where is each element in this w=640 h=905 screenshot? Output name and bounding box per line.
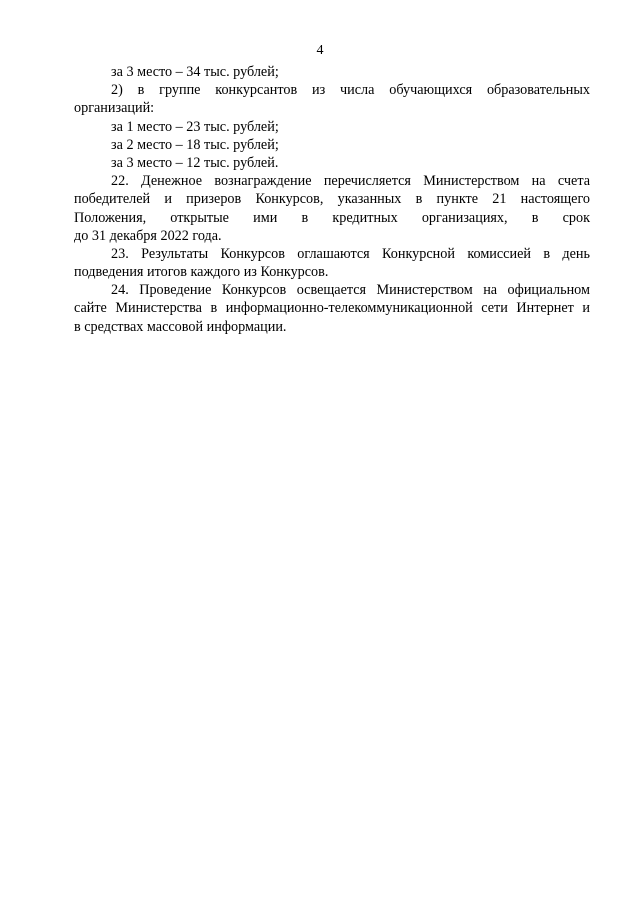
document-body [74,63,590,336]
text-line: 22. Денежное вознаграждение перечисляется Министерством на счета [111,173,590,190]
text-line: за 3 место – 12 тыс. рублей. [111,154,279,171]
text-line: 24. Проведение Конкурсов освещается Министерством на официальном [111,282,590,299]
text-line: до 31 декабря 2022 года. [74,227,222,244]
text-line: 2) в группе конкурсантов из числа обучающихся образовательных [111,82,590,99]
text-line: победителей и призеров Конкурсов, указанных в пункте 21 настоящего [74,191,590,208]
text-line: за 3 место – 34 тыс. рублей; [111,64,279,80]
text-line: за 1 место – 23 тыс. рублей; [111,118,279,135]
text-line: подведения итогов каждого из Конкурсов. [74,264,329,281]
text-line: Положения, открытые ими в кредитных организациях, в срок [74,209,590,226]
text-line: за 2 место – 18 тыс. рублей; [111,136,279,153]
page-number: 4 [316,43,324,58]
text-line: сайте Министерства в информационно-телекоммуникационной сети Интернет и [74,300,590,317]
text-line: организаций: [74,100,155,117]
text-line: в средствах массовой информации. [74,318,287,335]
text-line: 23. Результаты Конкурсов оглашаются Конкурсной комиссией в день [111,245,590,262]
